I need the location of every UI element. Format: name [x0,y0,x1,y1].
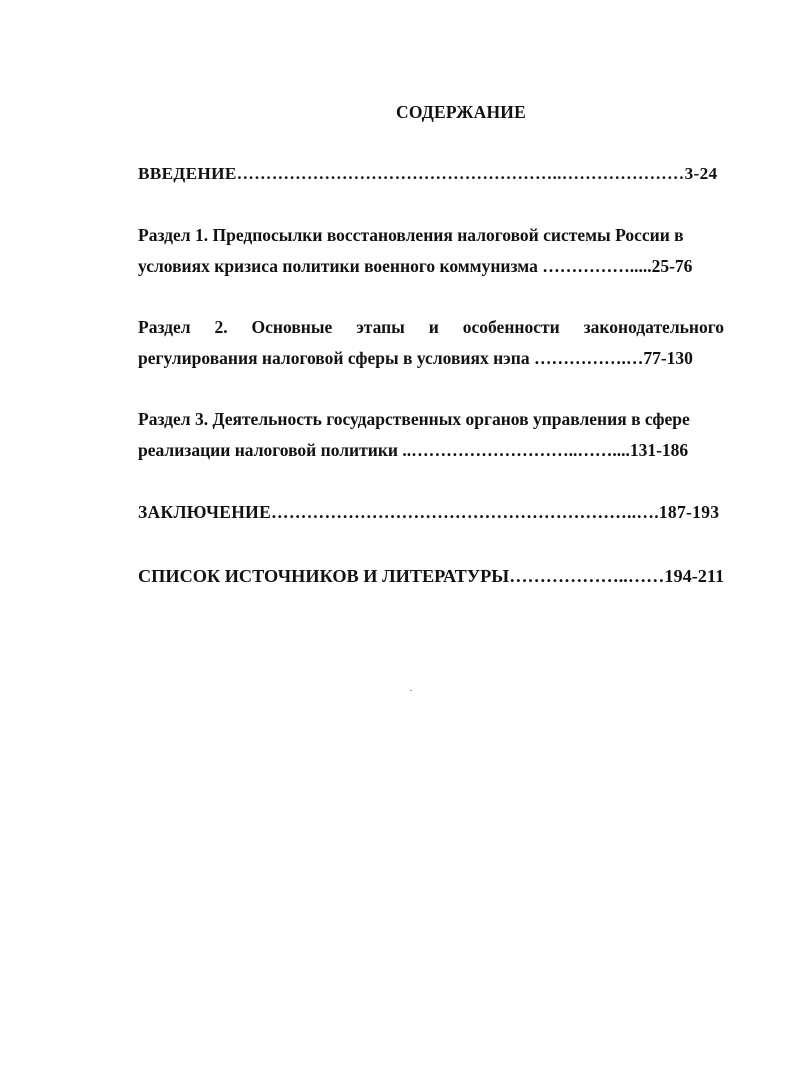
toc-entry-conclusion [138,497,724,528]
toc-entry-sources-text: СПИСОК ИСТОЧНИКОВ И ЛИТЕРАТУРЫ………………..……194-211 [138,566,725,586]
toc-entry-section-3-line-2: реализации налоговой политики ..………………………..……....131-186 [138,440,689,460]
toc-entry-section-1-line-2: условиях кризиса политики военного коммунизма …………….....25-76 [138,256,693,276]
scan-speck [410,690,412,691]
toc-entry-section-3 [138,404,724,466]
page-title: СОДЕРЖАНИЕ [395,102,526,122]
toc-entry-section-3-line-1: Раздел 3. Деятельность государственных органов управления в сфере [138,409,690,429]
toc-entry-introduction [138,158,724,189]
toc-entry-section-2 [138,312,724,374]
toc-entry-sources [138,561,724,592]
toc-entry-conclusion-text: ЗАКЛЮЧЕНИЕ……………………………………………………..….187-193 [138,502,720,522]
toc-entry-introduction-text: ВВЕДЕНИЕ………………………………………………..…………………3-24 [138,164,718,183]
toc-entry-section-2-line-1: Раздел 2. Основные этапы и особенности законодательного [138,317,724,337]
toc-entry-section-1 [138,220,724,282]
toc-entry-section-1-line-1: Раздел 1. Предпосылки восстановления налоговой системы России в [138,225,684,245]
toc-entry-section-2-line-2: регулирования налоговой сферы в условиях нэпа …………….…77-130 [138,348,693,368]
